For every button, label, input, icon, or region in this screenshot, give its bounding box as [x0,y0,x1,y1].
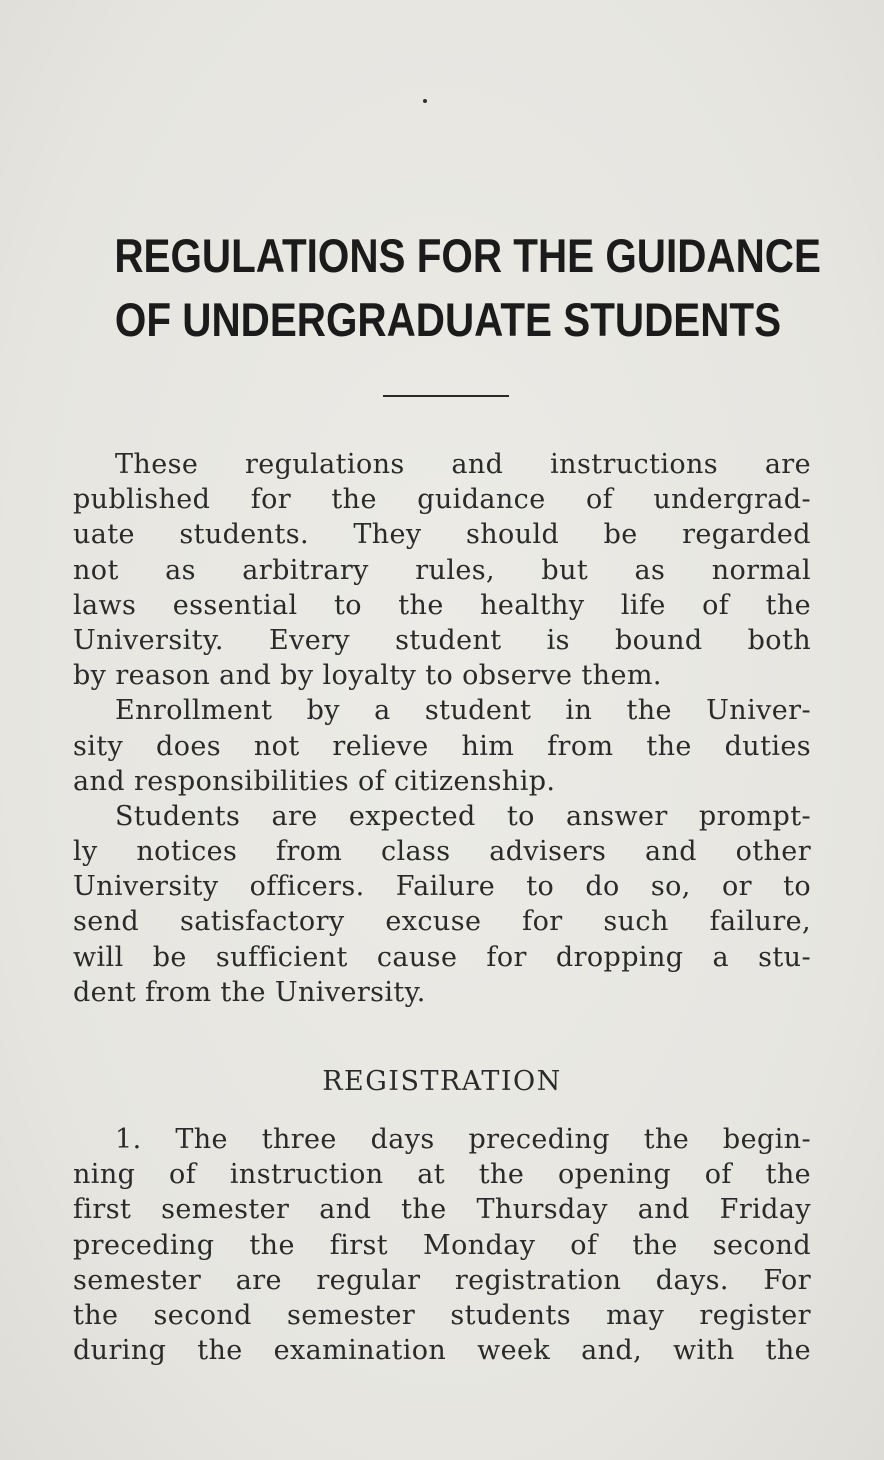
page-title [114,224,821,352]
text-line: University. Every student is bound both [73,624,811,656]
text-line: Enrollment by a student in the Univer- [115,695,811,727]
text-line: uate students. They should be regarded [73,519,811,551]
text-line: University officers. Failure to do so, or to [73,871,811,903]
text-line: will be sufficient cause for dropping a stu- [73,941,811,973]
text-line: during the examination week and, with the [73,1335,811,1367]
text-line: send satisfactory excuse for such failure, [73,906,811,938]
text-line: Students are expected to answer prompt- [115,800,811,832]
title-divider [383,395,509,397]
text-line: dent from the University. [73,976,426,1008]
text-line: and responsibilities of citizenship. [73,765,556,797]
section-heading-registration: REGISTRATION [322,1066,562,1097]
print-speck [423,99,427,103]
registration-paragraph [73,1122,811,1368]
text-line: the second semester students may register [73,1299,811,1331]
text-line: first semester and the Thursday and Friday [73,1194,811,1226]
title-line-1: REGULATIONS FOR THE GUIDANCE [114,229,821,282]
title-line-2: OF UNDERGRADUATE STUDENTS [114,293,782,346]
text-line: semester are regular registration days. For [73,1264,811,1296]
text-line: ning of instruction at the opening of the [73,1159,811,1191]
text-line: These regulations and instructions are [115,449,811,480]
text-line: by reason and by loyalty to observe them. [73,660,662,692]
intro-paragraphs [73,447,811,1010]
text-line: preceding the first Monday of the second [73,1229,811,1261]
text-line: ly notices from class advisers and other [73,836,811,868]
text-line: 1. The three days preceding the begin- [115,1124,811,1155]
text-line: not as arbitrary rules, but as normal [73,554,811,586]
text-line: sity does not relieve him from the duties [73,730,811,762]
text-line: published for the guidance of undergrad- [73,484,811,516]
text-line: laws essential to the healthy life of the [73,589,811,621]
